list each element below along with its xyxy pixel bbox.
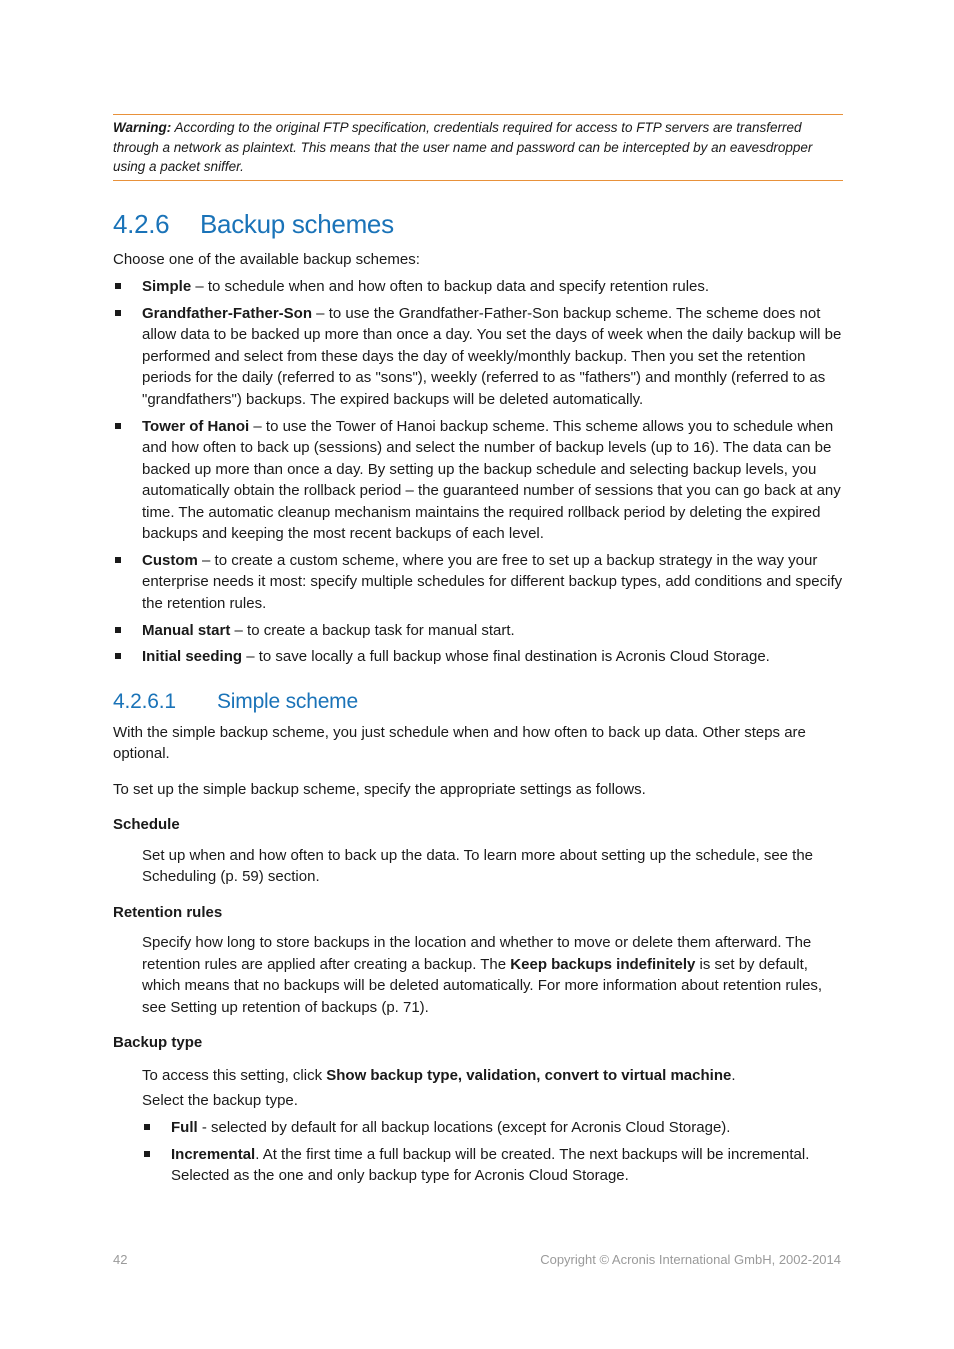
- backup-type-list: [142, 1117, 843, 1187]
- access-text-before: To access this setting, click: [142, 1066, 327, 1084]
- backup-type-select: Select the backup type.: [142, 1092, 298, 1110]
- backup-type-label: Backup type: [113, 1034, 203, 1052]
- section-title: Backup schemes: [200, 208, 394, 239]
- retention-bold: Keep backups indefinitely: [510, 955, 696, 973]
- list-item-text: – to schedule when and how often to backup data and specify retention rules.: [191, 278, 710, 295]
- list-item: [113, 646, 843, 668]
- list-item-term: Initial seeding: [142, 648, 243, 666]
- page-content: [113, 114, 843, 1192]
- copyright-notice: Copyright © Acronis International GmbH, 2002-2014: [540, 1252, 841, 1267]
- retention-text-before: Specify how long to store backups in the location and whether to move or delete them afterward. The retention rules are applied after creating a backup. The: [142, 934, 812, 973]
- section-intro: Choose one of the available backup schemes:: [113, 250, 420, 268]
- section-number: 4.2.6: [113, 208, 170, 239]
- list-item-text: – to use the Grandfather-Father-Son backup scheme. The scheme does not allow data to be backed up more than once a day. You set the days of week when the daily backup will be performed and select from these days the day of weekly/monthly backup. Then you set the retention periods for the daily (referred to as "sons"), weekly (referred to as "fathers") and monthly (referred to as "grandfathers") backups. The expired backups will be deleted automatically.: [142, 304, 842, 408]
- list-item: [142, 1144, 843, 1187]
- list-item-term: Incremental: [171, 1145, 256, 1163]
- warning-text: According to the original FTP specification, credentials required for access to FTP servers are transferred through a network as plaintext. This means that the user name and password can be intercepted by an eavesdropper using a packet sniffer.: [113, 120, 813, 174]
- subsection-para-2: To set up the simple backup scheme, specify the appropriate settings as follows.: [113, 780, 646, 798]
- list-item-text: - selected by default for all backup locations (except for Acronis Cloud Storage).: [197, 1118, 731, 1136]
- subsection-title: Simple scheme: [217, 689, 358, 713]
- retention-label: Retention rules: [113, 903, 223, 921]
- list-item-text: – to save locally a full backup whose final destination is Acronis Cloud Storage.: [242, 648, 770, 666]
- warning-note: [113, 114, 843, 181]
- retention-text: [142, 932, 843, 1018]
- list-item: [113, 550, 843, 615]
- list-item: [113, 620, 843, 642]
- backup-type-access: [142, 1065, 843, 1087]
- list-item-text: – to create a custom scheme, where you are free to set up a backup strategy in the way your enterprise needs it most: specify multiple schedules for different backup types, add conditions and specify the retention rules.: [142, 551, 843, 612]
- list-item-term: Grandfather-Father-Son: [142, 304, 313, 322]
- access-text-after: .: [731, 1066, 736, 1084]
- list-item: [113, 276, 843, 298]
- list-item: [113, 303, 843, 411]
- access-bold: Show backup type, validation, convert to virtual machine: [326, 1066, 732, 1084]
- list-item-term: Tower of Hanoi: [142, 417, 250, 435]
- list-item-term: Simple: [142, 278, 192, 295]
- list-item: [142, 1117, 843, 1139]
- list-item: [113, 416, 843, 545]
- schedule-text: Set up when and how often to back up the data. To learn more about setting up the schedule, see the Scheduling (p. 59) section.: [142, 846, 814, 886]
- subsection-number: 4.2.6.1: [113, 689, 176, 713]
- warning-label: Warning:: [113, 120, 172, 135]
- scheme-list: [113, 276, 843, 668]
- list-item-text: – to create a backup task for manual start.: [230, 621, 515, 639]
- retention-text-after: is set by default, which means that no backups will be deleted automatically. For more information about retention rules, see Setting up retention of backups (p. 71).: [142, 955, 823, 1016]
- list-item-term: Full: [171, 1118, 198, 1136]
- page-number: 42: [113, 1252, 128, 1267]
- list-item-text: – to use the Tower of Hanoi backup scheme. This scheme allows you to schedule when and how often to back up (sessions) and select the number of backup levels (up to 16). The data can be backed up more than once a day. By setting up the backup schedule and selecting backup levels, you automatically obtain the rollback period – the guaranteed number of sessions that you can go back at any time. The automatic cleanup mechanism maintains the required rollback period by deleting the expired backups and keeping the most recent backups of each level.: [142, 417, 841, 543]
- list-item-term: Manual start: [142, 621, 231, 639]
- schedule-label: Schedule: [113, 816, 180, 834]
- subsection-heading: [113, 688, 843, 716]
- list-item-text: . At the first time a full backup will be created. The next backups will be incremental. Selected as the one and only backup type for Acronis Cloud Storage.: [171, 1145, 810, 1185]
- subsection-para-1: With the simple backup scheme, you just schedule when and how often to back up data. Other steps are optional.: [113, 723, 806, 763]
- list-item-term: Custom: [142, 551, 198, 569]
- section-heading: [113, 207, 843, 241]
